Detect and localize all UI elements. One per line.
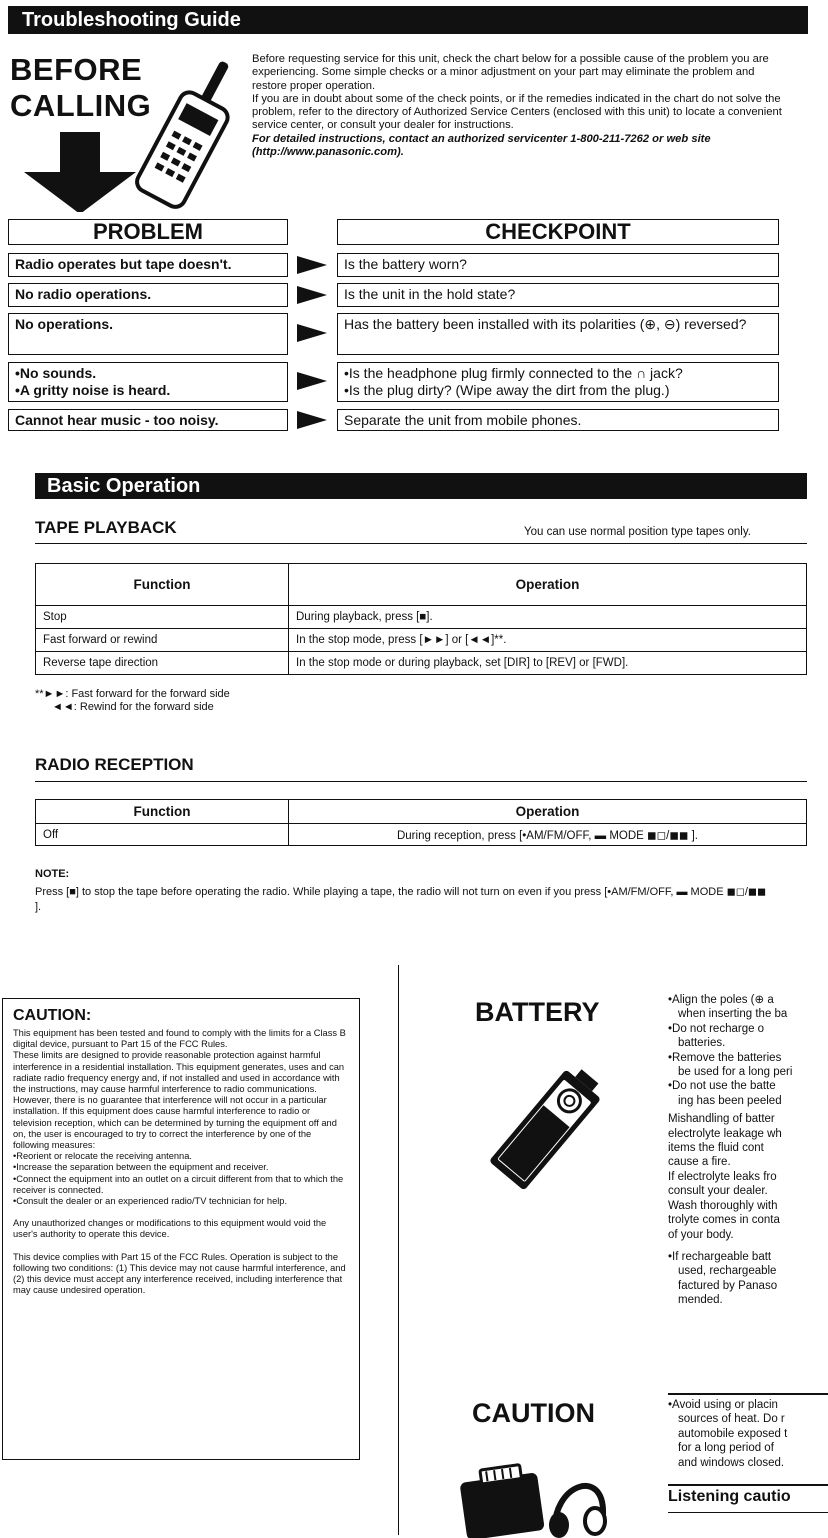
problem-row-4a: •No sounds. [15, 365, 97, 381]
battery-line: trolyte comes in conta [668, 1214, 780, 1227]
caution-heading: CAUTION [472, 1398, 595, 1428]
problem-row-4 [8, 362, 288, 402]
battery-line: •Remove the batteries [668, 1051, 782, 1064]
tape-function-cell: Stop [36, 606, 289, 629]
troubleshooting-title: Troubleshooting Guide [22, 9, 241, 31]
battery-text [668, 993, 826, 1308]
battery-line: Mishandling of batter [668, 1113, 775, 1126]
battery-line: cause a fire. [668, 1156, 731, 1169]
fcc-text [13, 1028, 349, 1296]
divider [35, 781, 807, 782]
problem-row-3: No operations. [8, 313, 288, 355]
radio-col-function: Function [36, 800, 289, 824]
tape-operation-cell: In the stop mode, press [►►] or [◄◄]**. [289, 629, 807, 652]
battery-line: used, rechargeable [678, 1265, 777, 1278]
cassette-player-icon [458, 1462, 545, 1538]
caution-line: automobile exposed t [678, 1427, 788, 1440]
fcc-p3: Any unauthorized changes or modifications to this equipment would void the user's authority to operate this device. [13, 1218, 327, 1240]
headphones-icon [549, 1486, 605, 1538]
divider [668, 1393, 828, 1395]
caution-line: and windows closed. [678, 1456, 785, 1469]
checkpoint-row-4b: •Is the plug dirty? (Wipe away the dirt from the plug.) [344, 382, 670, 398]
tape-function-cell: Fast forward or rewind [36, 629, 289, 652]
tape-col-function: Function [36, 564, 289, 606]
fcc-b3: •Connect the equipment into an outlet on a circuit different from that to which the receiver is connected. [13, 1173, 344, 1195]
battery-line: mended. [678, 1294, 723, 1307]
battery-line: •Do not recharge o [668, 1022, 765, 1035]
phone-arrow-illustration [20, 52, 250, 212]
intro-paragraph-1: Before requesting service for this unit, check the chart below for a possible cause of the problem you are experiencing. Some simple checks or a minor adjustment on your part may eliminate the problem and restore proper operation. [252, 53, 769, 92]
before-calling-line2: CALLING [10, 88, 152, 123]
battery-line: of your body. [668, 1228, 734, 1241]
before-calling-line1: BEFORE [10, 52, 143, 87]
player-headphones-icon [455, 1455, 615, 1538]
checkpoint-row-2: Is the unit in the hold state? [337, 283, 779, 307]
note-text: Press [■] to stop the tape before operating the radio. While playing a tape, the radio will not turn on even if you press [•AM/FM/OFF, ▬ MODE ◼◻/◼◼ ]. [35, 886, 767, 913]
battery-line: •Align the poles (⊕ a [668, 994, 774, 1006]
problem-row-5: Cannot hear music - too noisy. [8, 409, 288, 431]
caution-line: for a long period of [678, 1442, 774, 1455]
battery-line: •If rechargeable batt [668, 1250, 772, 1263]
tape-operation-cell: In the stop mode or during playback, set [DIR] to [REV] or [FWD]. [289, 652, 807, 675]
checkpoint-row-4 [337, 362, 779, 402]
divider [668, 1512, 828, 1513]
footnote-2: ◄◄: Rewind for the forward side [52, 701, 214, 713]
battery-line: Wash thoroughly with [668, 1199, 778, 1212]
radio-reception-heading: RADIO RECEPTION [35, 755, 194, 774]
checkpoint-row-5: Separate the unit from mobile phones. [337, 409, 779, 431]
down-arrow-icon [24, 132, 136, 212]
divider [668, 1484, 828, 1486]
cordless-phone-icon [134, 52, 250, 210]
battery-line: batteries. [678, 1037, 726, 1050]
battery-line: ing has been peeled [678, 1094, 782, 1107]
fcc-p2: These limits are designed to provide reasonable protection against harmful interference in a residential installation. This equipment generates, uses and can radiate radio frequency energy and, if not installed and used in accordance with the instructions, may cause harmful interference to radio communications. However, there is no guarantee that interference will not occur in a particular installation. If this equipment does cause harmful interference to radio or television reception, which can be determined by turning the equipment off and on, the user is encouraged to try to correct the interference by one of the following measures: [13, 1050, 345, 1151]
troubleshooting-title-bar [8, 6, 808, 34]
tape-operation-cell: During playback, press [■]. [289, 606, 807, 629]
fcc-caution-box [2, 998, 360, 1460]
basic-operation-title: Basic Operation [47, 475, 201, 497]
fcc-p1: This equipment has been tested and found to comply with the limits for a Class B digital device, pursuant to Part 15 of the FCC Rules. [13, 1028, 346, 1050]
column-divider [398, 965, 399, 1535]
battery-line: factured by Panaso [678, 1279, 778, 1292]
arrow-icon [297, 372, 327, 390]
tape-playback-heading: TAPE PLAYBACK [35, 518, 177, 537]
arrow-icon [297, 324, 327, 342]
radio-reception-table [35, 799, 807, 846]
tape-footnote [35, 688, 230, 714]
arrow-icon [297, 256, 327, 274]
battery-icon [465, 1045, 625, 1215]
basic-operation-title-bar [35, 473, 807, 499]
radio-operation-cell: During reception, press [•AM/FM/OFF, ▬ MODE ◼◻/◼◼ ]. [289, 824, 807, 846]
problem-row-4b: •A gritty noise is heard. [15, 382, 171, 398]
tape-col-operation: Operation [289, 564, 807, 606]
battery-line: items the fluid cont [668, 1142, 764, 1155]
battery-line: •Do not use the batte [668, 1080, 776, 1093]
battery-line: when inserting the ba [678, 1008, 788, 1021]
checkpoint-row-1: Is the battery worn? [337, 253, 779, 277]
tape-function-cell: Reverse tape direction [36, 652, 289, 675]
tape-note: You can use normal position type tapes only. [524, 526, 751, 538]
intro-paragraph-2: If you are in doubt about some of the check points, or if the remedies indicated in the chart do not solve the problem, refer to the directory of Authorized Service Centers (enclosed with this unit) to locate a convenient service center, or consult your dealer for instructions. [252, 92, 782, 132]
problem-row-2: No radio operations. [8, 283, 288, 307]
listening-caution-heading: Listening cautio [668, 1488, 791, 1505]
checkpoint-row-4a: •Is the headphone plug firmly connected to the ∩ jack? [344, 365, 683, 381]
note-label: NOTE: [35, 868, 70, 880]
radio-function-cell: Off [36, 824, 289, 846]
intro-paragraph-3: For detailed instructions, contact an authorized servicenter 1-800-211-7262 or web site (http://www.panasonic.com). [252, 132, 711, 159]
battery-line: consult your dealer. [668, 1185, 768, 1198]
caution-line: sources of heat. Do r [678, 1413, 785, 1426]
battery-line: be used for a long peri [678, 1066, 793, 1079]
battery-heading: BATTERY [475, 997, 600, 1027]
radio-col-operation: Operation [289, 800, 807, 824]
footnote-1: **►►: Fast forward for the forward side [35, 688, 230, 700]
fcc-caution-title: CAUTION: [13, 1007, 92, 1024]
battery-line: If electrolyte leaks fro [668, 1170, 777, 1183]
tape-playback-table [35, 563, 807, 675]
fcc-b2: •Increase the separation between the equipment and receiver. [13, 1162, 269, 1173]
table-row [36, 824, 807, 846]
arrow-icon [297, 286, 327, 304]
fcc-b4: •Consult the dealer or an experienced radio/TV technician for help. [13, 1196, 288, 1207]
checkpoint-row-3: Has the battery been installed with its polarities (⊕, ⊖) reversed? [337, 313, 779, 355]
table-row [36, 606, 807, 629]
problem-header: PROBLEM [8, 219, 288, 245]
table-row [36, 629, 807, 652]
problem-row-1: Radio operates but tape doesn't. [8, 253, 288, 277]
fcc-b1: •Reorient or relocate the receiving antenna. [13, 1151, 192, 1162]
divider [35, 543, 807, 544]
caution-line: •Avoid using or placin [668, 1399, 778, 1411]
arrow-icon [297, 411, 327, 429]
checkpoint-header: CHECKPOINT [337, 219, 779, 245]
caution-text [668, 1398, 826, 1470]
battery-line: electrolyte leakage wh [668, 1127, 782, 1140]
troubleshooting-intro [252, 53, 782, 159]
fcc-p4: This device complies with Part 15 of the FCC Rules. Operation is subject to the following two conditions: (1) This device may not cause harmful interference, and (2) this device must accept any interference received, including interference that may cause undesired operation. [13, 1251, 346, 1296]
table-row [36, 652, 807, 675]
